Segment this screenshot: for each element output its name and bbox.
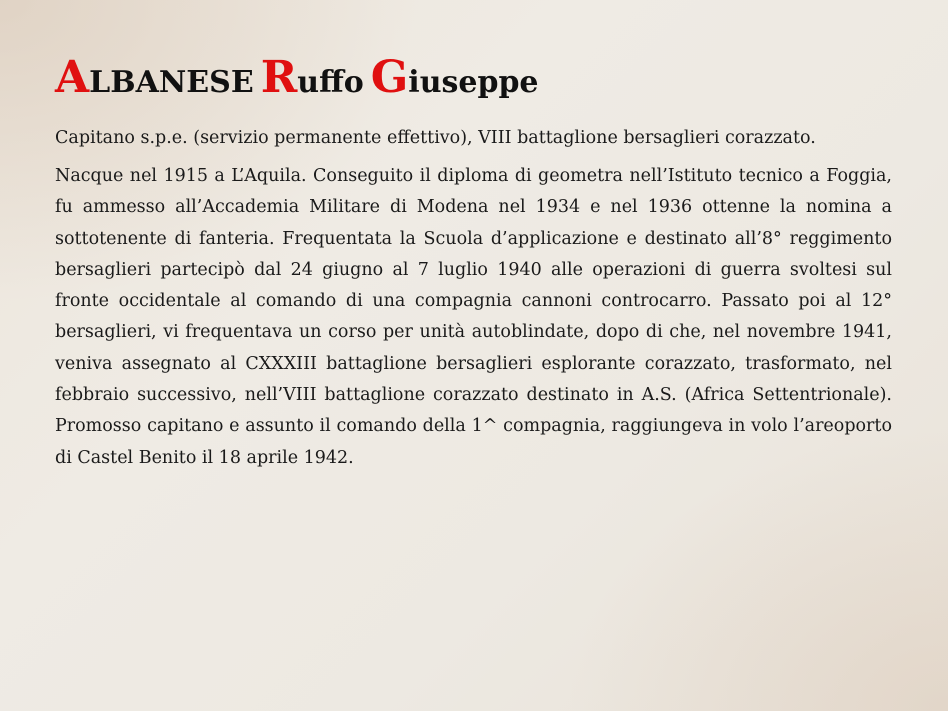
title-initial-r: R [260,52,298,103]
rank-line: Capitano s.p.e. (servizio permanente effettivo), VIII battaglione bersaglieri corazzato. [55,128,816,148]
page-title [55,50,539,111]
title-surname: LBANESE [89,65,254,100]
title-name-first: uffo [297,65,364,100]
title-name-second: iuseppe [408,65,539,100]
content-area [55,123,892,474]
biography-paragraph: Nacque nel 1915 a L’Aquila. Conseguito il diploma di geometra nell’Istituto tecnico a Foggia, fu ammesso all’Accademia Militare di Modena nel 1934 e nel 1936 ottenne la nomina a sottotenente di fanteria. Frequentata la Scuola d’applicazione e destinato all’8° reggimento bersaglieri partecipò dal 24 giugno al 7 luglio 1940 alle operazioni di guerra svoltesi sul fronte occidentale al comando di una compagnia cannoni controcarro. Passato poi al 12° bersaglieri, vi frequentava un corso per unità autoblindate, dopo di che, nel novembre 1941, veniva assegnato al CXXXIII battaglione bersaglieri esplorante corazzato, trasformato, nel febbraio successivo, nell’VIII battaglione corazzato destinato in A.S. (Africa Settentrionale). Promosso capitano e assunto il comando della 1^ compagnia, raggiungeva in volo l’areoporto di Castel Benito il 18 aprile 1942. [55,166,892,468]
title-initial-a: A [55,52,90,103]
title-initial-g: G [370,52,409,103]
